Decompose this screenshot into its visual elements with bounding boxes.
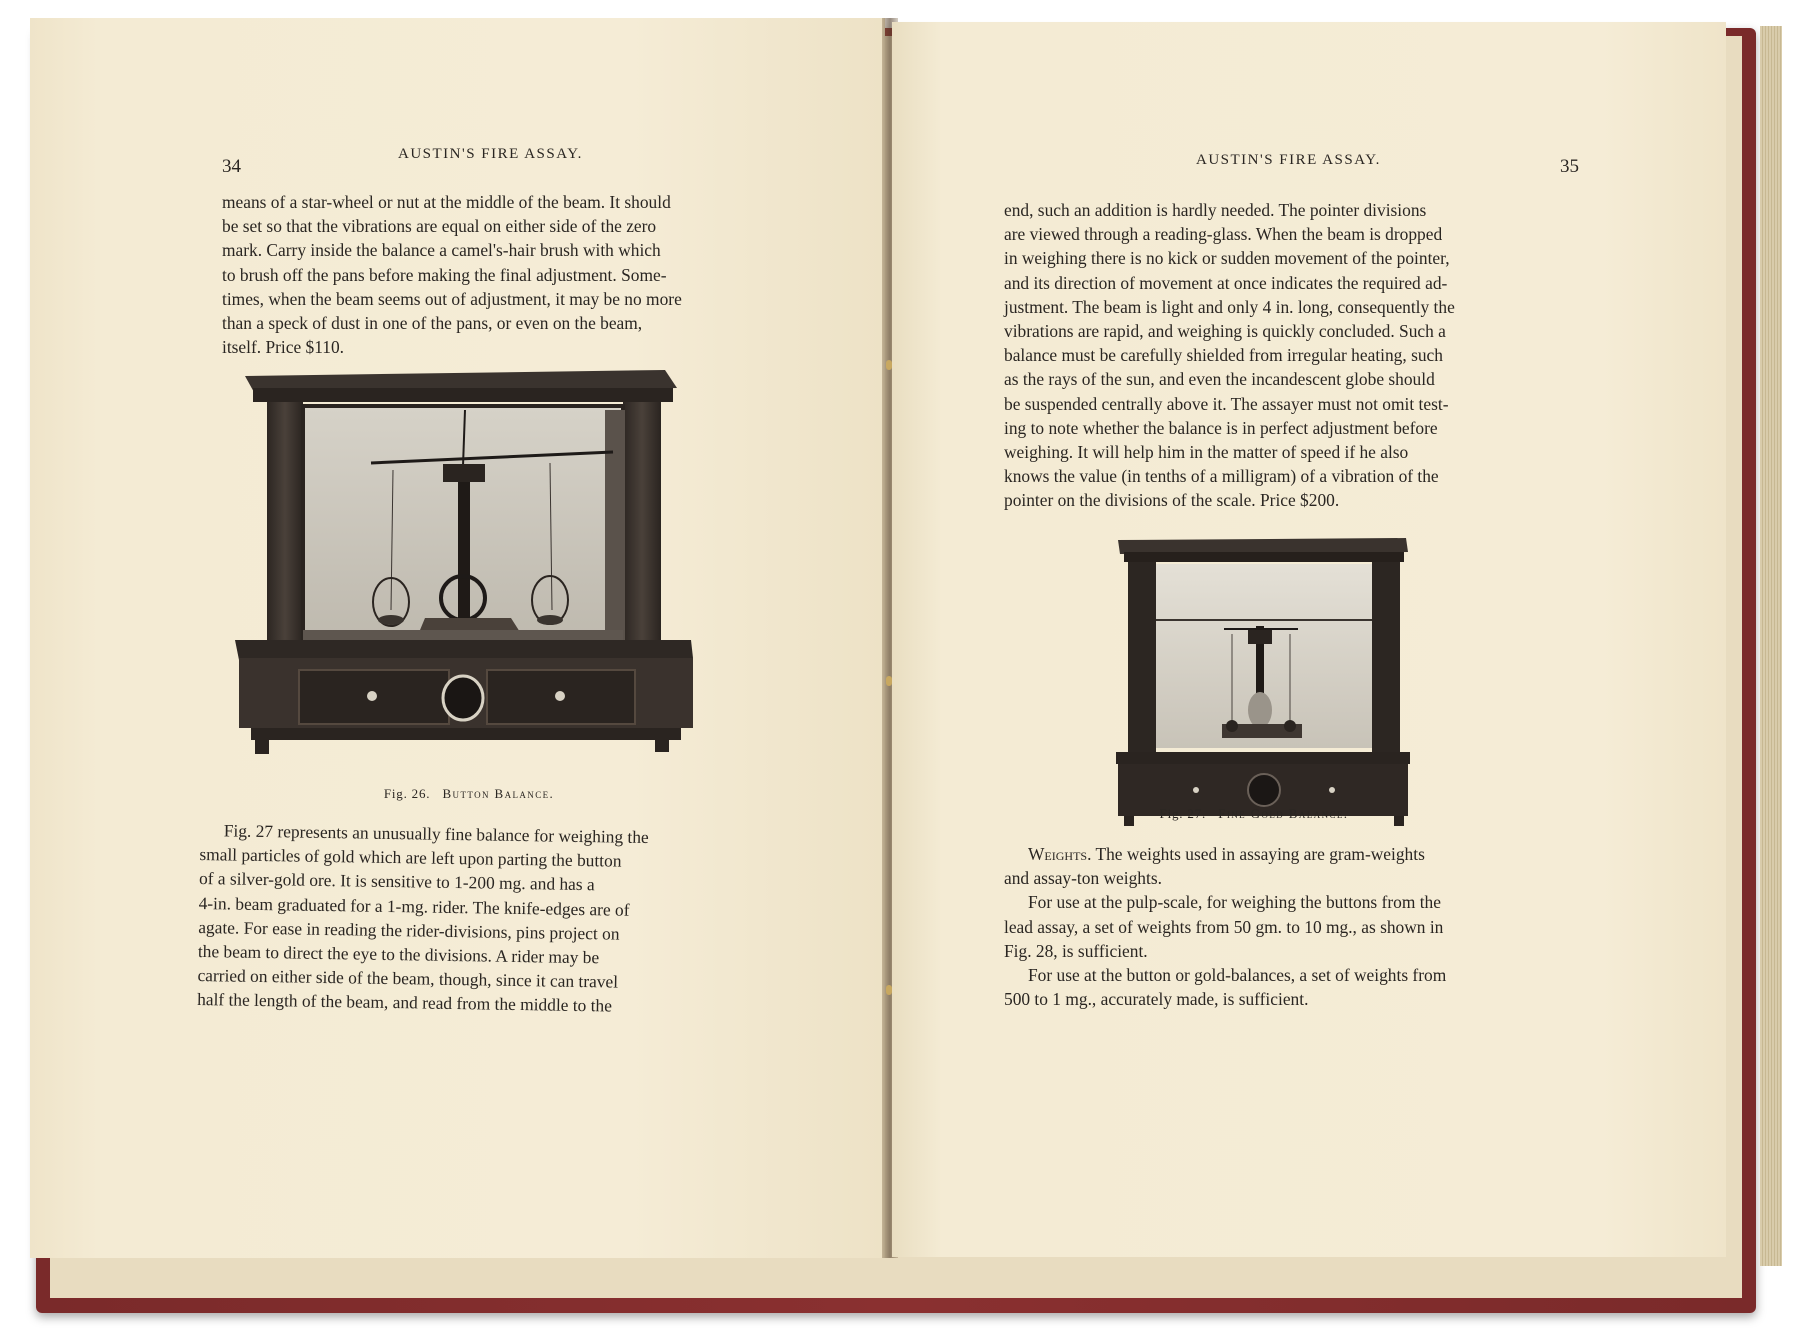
figure-26-caption — [222, 786, 716, 802]
weights-section — [1004, 842, 1500, 1011]
right-page — [892, 22, 1726, 1257]
text-line: and assay-ton weights. — [1004, 868, 1162, 889]
left-page-number: 34 — [222, 156, 241, 177]
weights-para-1 — [1004, 842, 1500, 866]
text-line: For use at the pulp-scale, for weighing the buttons from the — [1028, 892, 1441, 913]
text-line: lead assay, a set of weights from 50 gm. to 10 mg., as shown in — [1004, 916, 1444, 937]
text-line: to brush off the pans before making the final adjustment. Some- — [222, 264, 667, 285]
left-top-paragraph — [222, 190, 716, 359]
page-fore-edge — [1760, 26, 1782, 1266]
text-line: be set so that the vibrations are equal on either side of the zero — [222, 216, 657, 237]
text-line: pointer on the divisions of the scale. Price $200. — [1004, 490, 1340, 511]
text-line: Fig. 27 represents an unusually fine balance for weighing the — [223, 820, 649, 848]
text-line: the beam to direct the eye to the divisions. A rider may be — [197, 941, 600, 968]
text-line: in weighing there is no kick or sudden movement of the pointer, — [1004, 248, 1450, 269]
right-page-number: 35 — [1560, 156, 1579, 177]
text-line: itself. Price $110. — [222, 337, 345, 358]
figure-27-caption — [1004, 806, 1504, 822]
left-page — [30, 18, 885, 1258]
text-line: times, when the beam seems out of adjustment, it may be no more — [222, 288, 682, 309]
left-bottom-paragraph — [197, 818, 720, 1020]
left-running-head: AUSTIN'S FIRE ASSAY. — [398, 146, 583, 162]
text-line: mark. Carry inside the balance a camel's-hair brush with which — [222, 240, 661, 261]
text-line: and its direction of movement at once indicates the required ad- — [1004, 272, 1448, 293]
text-line: as the rays of the sun, and even the incandescent globe should — [1004, 369, 1435, 390]
text-line: balance must be carefully shielded from irregular heating, such — [1004, 345, 1443, 366]
text-line: are viewed through a reading-glass. When the beam is dropped — [1004, 224, 1443, 245]
text-line: means of a star-wheel or nut at the middle of the beam. It should — [222, 192, 671, 212]
text-line: Fig. 28, is sufficient. — [1004, 940, 1148, 961]
text-line: weighing. It will help him in the matter of speed if he also — [1004, 442, 1409, 463]
text-line: justment. The beam is light and only 4 in. long, consequently the — [1004, 296, 1455, 317]
text-line: than a speck of dust in one of the pans, or even on the beam, — [222, 313, 643, 334]
text-line: of a silver-gold ore. It is sensitive to 1-200 mg. and has a — [198, 868, 595, 895]
text-line: 4-in. beam graduated for a 1-mg. rider. The knife-edges are of — [198, 892, 630, 920]
text-line: end, such an addition is hardly needed. The pointer divisions — [1004, 200, 1427, 220]
button-balance-illustration — [225, 348, 695, 778]
text-line: ing to note whether the balance is in perfect adjustment before — [1004, 417, 1438, 438]
weights-heading: Weights. — [1028, 844, 1092, 864]
text-line: small particles of gold which are left upon parting the button — [199, 844, 622, 871]
text-line: knows the value (in tenths of a milligram) of a vibration of the — [1004, 466, 1439, 487]
text-line: half the length of the beam, and read from the middle to the — [196, 989, 613, 1016]
text-line: For use at the button or gold-balances, a set of weights from — [1028, 965, 1447, 986]
figure-26-title: Button Balance. — [442, 786, 555, 801]
text-line: The weights used in assaying are gram-weights — [1091, 844, 1425, 864]
right-running-head: AUSTIN'S FIRE ASSAY. — [1196, 152, 1381, 168]
text-line: carried on either side of the beam, though, since it can travel — [197, 965, 619, 992]
right-top-paragraph — [1004, 198, 1504, 513]
figure-26-number: Fig. 26. — [383, 786, 431, 801]
text-line: 500 to 1 mg., accurately made, is sufficient. — [1004, 989, 1309, 1010]
text-line: vibrations are rapid, and weighing is quickly concluded. Such a — [1004, 321, 1446, 342]
text-line: agate. For ease in reading the rider-divisions, pins project on — [198, 916, 620, 944]
text-line: be suspended centrally above it. The assayer must not omit test- — [1004, 393, 1449, 414]
fine-gold-balance-illustration — [1114, 534, 1414, 834]
figure-27-title: Fine Gold Balance. — [1218, 806, 1349, 821]
figure-27-number: Fig. 27. — [1159, 806, 1207, 821]
